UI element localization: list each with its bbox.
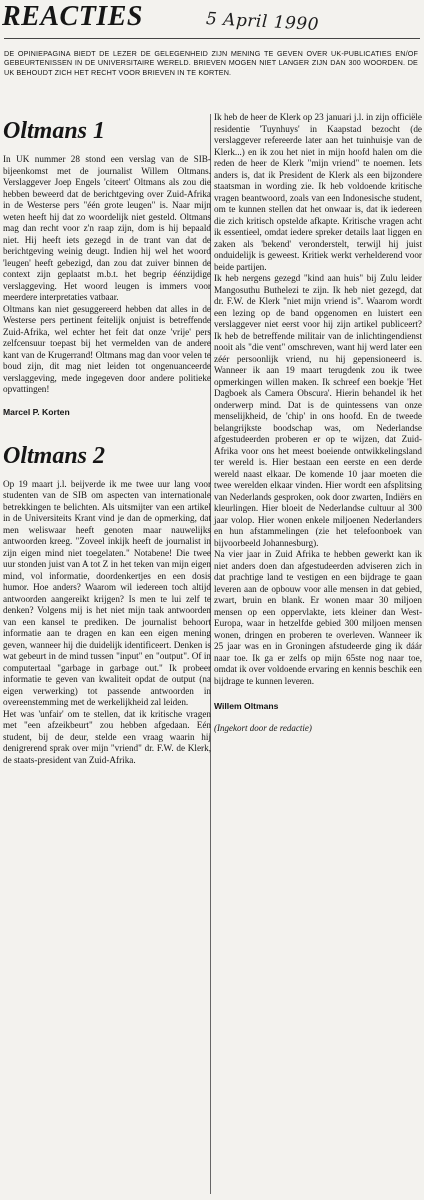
letter1-signature: Marcel P. Korten xyxy=(3,406,70,417)
intro-text: DE OPINIEPAGINA BIEDT DE LEZER DE GELEGENHEID ZIJN MENING TE GEVEN OVER UK-PUBLICATIES EN/OF GEBEURTENISSEN IN DE UNIVERSITAIRE WERELD. BRIEVEN MOGEN NIET LANGER ZIJN DAN 300 WOORDEN. DE UK BEHOUDT ZICH HET RECHT VOOR BRIEVEN IN TE KORTEN. xyxy=(4,49,418,77)
letter2-paragraph: Na vier jaar in Zuid Afrika te hebben gewerkt kan ik niet anders doen dan afgestudeerden adviseren zich in dat prachtige land te vestigen en een bijdrage te gaan leveren aan de opbouw voor alle mensen in dat gebied, zwart, bruin en blank. Er wonen maar 30 miljoen mensen op een oppervlakte, iets kleiner dan West-Europa, waar in hetzelfde gebied 300 miljoen mensen wonen, dringen en proberen te overleven. Wanneer ik 25 jaar was en in Groningen afstudeerde ging ik dáár naar toe. Ik ga er zelfs op mijn 65ste nog naar toe, omdat ik over voldoende ervaring en kennis beschik een bijdrage te kunnen leveren. xyxy=(214,549,422,686)
letter2-heading: Oltmans 2 xyxy=(3,442,106,469)
letter2-paragraph-part2: Ik heb de heer de Klerk op 23 januari j.l. in zijn officiële residentie 'Tuynhuys' in Kaapstad bezocht (de verslaggever refereerde later aan het tuinhuisje van de Klerk...) en ik zou het niet in mijn hoofd halen om die reden de heer de Klerk "mijn vriend" te noemen. Iets anders is, dat ik President de Klerk als een bijzondere staatsman in wording zie. Ik heb voldoende kritische vragen beantwoord, zoals van een Indonesische student, om te kunnen stellen dat het onwaar is, dat ik iedereen die zich kritisch opstelde afkapte. Kritische vragen acht ik essentieel, omdat iedere spreker details laat liggen en zaken als 'bekend' veronderstelt, terwijl hij juist onduidelijk is geweest. Kritiek werkt verhelderend voor beide partijen. xyxy=(214,112,422,272)
letter2-paragraph: Ik heb nergens gezegd "kind aan huis" bij Zulu leider Mangosuthu Buthelezi te zijn. Ik heb niet gezegd, dat dr. F.W. de Klerk "niet mijn vriend is". Waarom wordt een lezing op de band opgenomen en luistert een verslaggever niet eerst voor hij zijn artikel publiceert? Ik heb de betreffende militair van de inlichtingendienst nooit als "die vent" omschreven, want hij werd later een zéér persoonlijk vriend, nu hij gepensioneerd is. Wanneer ik aan 19 maart terugdenk zou ik twee opmerkingen willen maken. Ik schreef een boekje 'Het Dagboek als Camera Obscura'. Hierin behandel ik het onderwerp mind. Dat is de quintessens van onze menselijkheid, de 'chip' in ons hoofd. En de tweede belangrijkste boodschap was, om Nederlandse afgestudeerden proberen er op te wijzen, dat Zuid-Afrika voor ons het meest boeiende ontwikkelingsland ter wereld is. Hier bestaan een eerste en een derde wereld naast elkaar. De komende 10 jaar moeten die twee werelden elkaar vinden. Hier wordt een afsplitsing van Nederlands gesproken, ook door zwarten, Indiërs en kleurlingen. Hier bloeit de Nederlandse cultuur al 300 jaar volop. Hier wonen enkele miljoenen Nederlanders en hun afstammelingen (zie het telefoonboek van bijvoorbeeld Johannesburg). xyxy=(214,273,422,548)
letter1-paragraph: In UK nummer 28 stond een verslag van de SIB-bijeenkomst met de journalist Willem Oltmans. Verslaggever Joep Engels 'citeert' Oltmans als zou die hebben beweerd dat de berichtgeving over Zuid-Afrika in de Westerse pers "één grote leugen" is. Naar mijn weten heeft hij dat zo woordelijk niet gesteld. Oltmans mag dan recht voor z'n raap zijn, dom is hij bepaald niet. Hij heeft iets gezegd in de trant van dat de berichtgeving weinig deugt. Indien hij wel het woord 'leugen' heeft gebezigd, dan zou dat zuiver binnen de context zijn geplaatst m.b.t. het begrip éénzijdige verslaggeving. Het woord leugen is immers voor meerdere interpretaties vatbaar. xyxy=(3,154,211,302)
left-column xyxy=(3,118,211,766)
section-title: REACTIES xyxy=(2,1,143,32)
masthead xyxy=(0,0,424,40)
masthead-rule xyxy=(4,38,420,39)
letter1-heading: Oltmans 1 xyxy=(3,118,106,144)
letter2-paragraph-part1: Het was 'unfair' om te stellen, dat ik kritische vragen met "een afzeikbeurt" zou hebben afgedaan. Eén student, bij de deur, stelde een vraag waarin hij denigrerend sprak over mijn "vriend" dr. F.W. de Klerk, de staats-president van Zuid-Afrika. xyxy=(3,708,211,765)
handwritten-date: 5 April 1990 xyxy=(205,9,320,35)
letter1-paragraph: Oltmans kan niet gesuggereerd hebben dat alles in de Westerse pers pertinent feitelijk onjuist is betreffende Zuid-Afrika, wel echter het feit dat onze 'vrije' pers zelfcensuur toepast bij het vermelden van de andere kant van de Krugerrand! Oltmans mag dan voor velen te boud zijn, dit mag niet leiden tot ongenuanceerde verslaggeving, mede ingegeven door andere politieke opvattingen! xyxy=(3,303,211,394)
letter2-paragraph: Op 19 maart j.l. beijverde ik me twee uur lang voor studenten van de SIB om aspecten van internationale betrekkingen te belichten. Als uitsmijter van een artikel in de Universiteits Krant vind je dan de opmerking, dat men weliswaar heeft genoten maar nauwelijks antwoorden kreeg. "Zoveel inkijk heeft de journalist in zijn eigen mind niet toegelaten." Notabene! Die twee uur stonden juist van A tot Z in het teken van mijn eigen mind, vol informatie, doordenkertjes en een dosis humor. Hoe anders? Waarom wil iedereen toch altijd antwoorden aangereikt krijgen? Is men te lui zelf te denken? Volgens mij is het niet mijn taak antwoorden van een kansel te prediken. De journalist behoort informatie aan te dragen en kan een eigen mening geven, wanneer hij die duidelijk identificeert. Denken is wat gebeurt in de mind tussen "input" en "output". Of in computertaal "garbage in garbage out." Ik probeer informatie te geven van kwaliteit opdat de output (na eigen verwerking) tot passende antwoorden in overeenstemming met de werkelijkheid zal leiden. xyxy=(3,478,211,707)
right-column xyxy=(214,112,422,733)
letter2-signature: Willem Oltmans xyxy=(214,701,279,711)
editor-note: (Ingekort door de redactie) xyxy=(214,723,312,733)
